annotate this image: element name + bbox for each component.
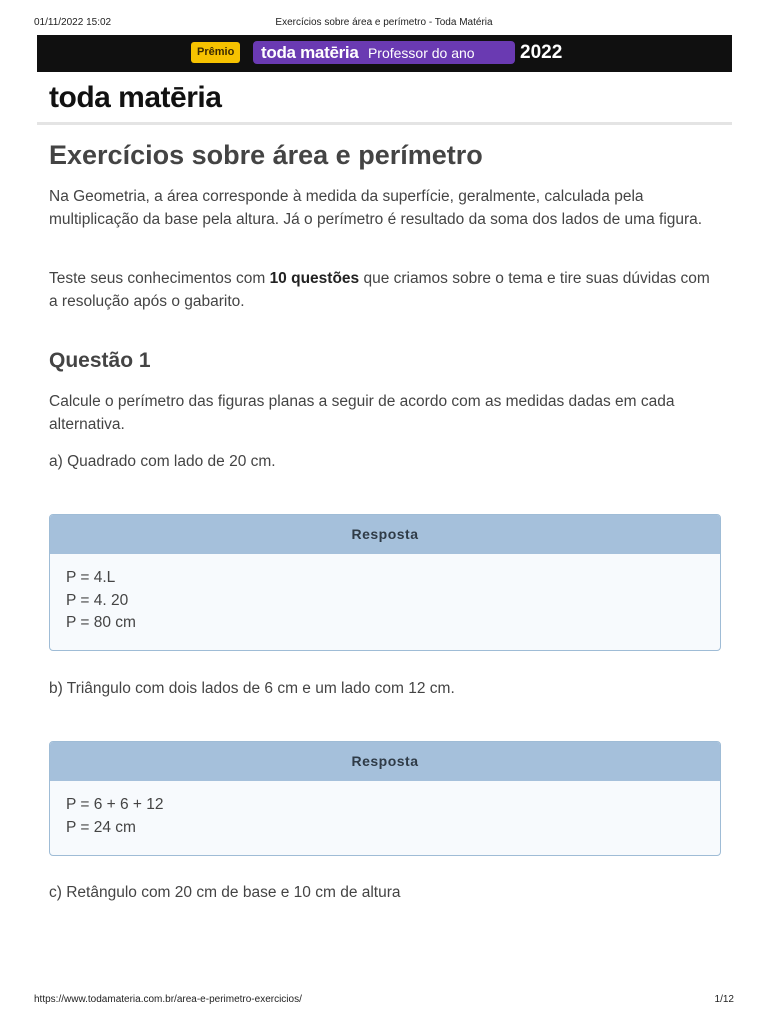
- item-c: c) Retângulo com 20 cm de base e 10 cm de altura: [49, 884, 401, 901]
- article-intro-block: [49, 186, 721, 231]
- article-teste-block: [49, 268, 721, 313]
- header-divider: [37, 122, 732, 125]
- article-teste: [49, 268, 721, 313]
- question-1-heading-block: [49, 349, 721, 373]
- article-title-block: [49, 140, 721, 171]
- question-1-prompt: Calcule o perímetro das figuras planas a seguir de acordo com as medidas dadas em cada alternativa.: [49, 393, 675, 433]
- answer-a-line-2: P = 4. 20: [66, 591, 129, 609]
- question-1-prompt-block: [49, 391, 721, 436]
- answer-b-line-1: P = 6 + 6 + 12: [66, 796, 164, 813]
- banner-year: 2022: [520, 42, 563, 63]
- print-page-title: Exercícios sobre área e perímetro - Toda Matéria: [275, 17, 493, 28]
- banner-brand: toda matēria: [261, 43, 359, 62]
- print-date: 01/11/2022 15:02: [34, 17, 112, 28]
- banner-subtitle: Professor do ano: [367, 45, 475, 61]
- answer-a-line-3: P = 80 cm: [66, 614, 136, 631]
- answer-body-a: [50, 554, 720, 635]
- award-pill: [253, 41, 515, 64]
- answer-a-line-1: P = 4.L: [66, 569, 116, 586]
- answer-box-b: [49, 741, 721, 856]
- award-badge: Prêmio: [191, 42, 240, 63]
- article-intro: Na Geometria, a área corresponde à medida da superfície, geralmente, calculada pela multiplicação da base pela altura. Já o perímetro é resultado da soma dos lados de uma figura.: [49, 188, 703, 228]
- question-1-heading: Questão 1: [49, 349, 151, 372]
- item-c-block: [49, 882, 721, 905]
- answer-box-a: [49, 514, 721, 651]
- answer-b-line-2: P = 24 cm: [66, 818, 136, 836]
- print-page-number: 1/12: [714, 994, 734, 1005]
- teste-bold: 10 questões: [269, 270, 360, 287]
- article-title: Exercícios sobre área e perímetro: [49, 140, 483, 170]
- item-b: b) Triângulo com dois lados de 6 cm e um lado com 12 cm.: [49, 680, 455, 697]
- item-b-block: [49, 678, 721, 701]
- teste-pre: Teste seus conhecimentos com: [49, 270, 270, 287]
- answer-toggle-b[interactable]: Resposta: [50, 742, 720, 781]
- answer-body-b: [50, 781, 720, 839]
- item-a-block: [49, 451, 721, 474]
- award-banner[interactable]: [37, 35, 732, 72]
- print-url: https://www.todamateria.com.br/area-e-perimetro-exercicios/: [34, 994, 302, 1005]
- teste-post: que criamos sobre o tema e tire suas dúvidas com a resolução após o gabarito.: [49, 270, 710, 310]
- answer-toggle-a[interactable]: Resposta: [50, 515, 720, 554]
- site-logo[interactable]: toda matēria: [49, 81, 222, 114]
- item-a: a) Quadrado com lado de 20 cm.: [49, 453, 276, 470]
